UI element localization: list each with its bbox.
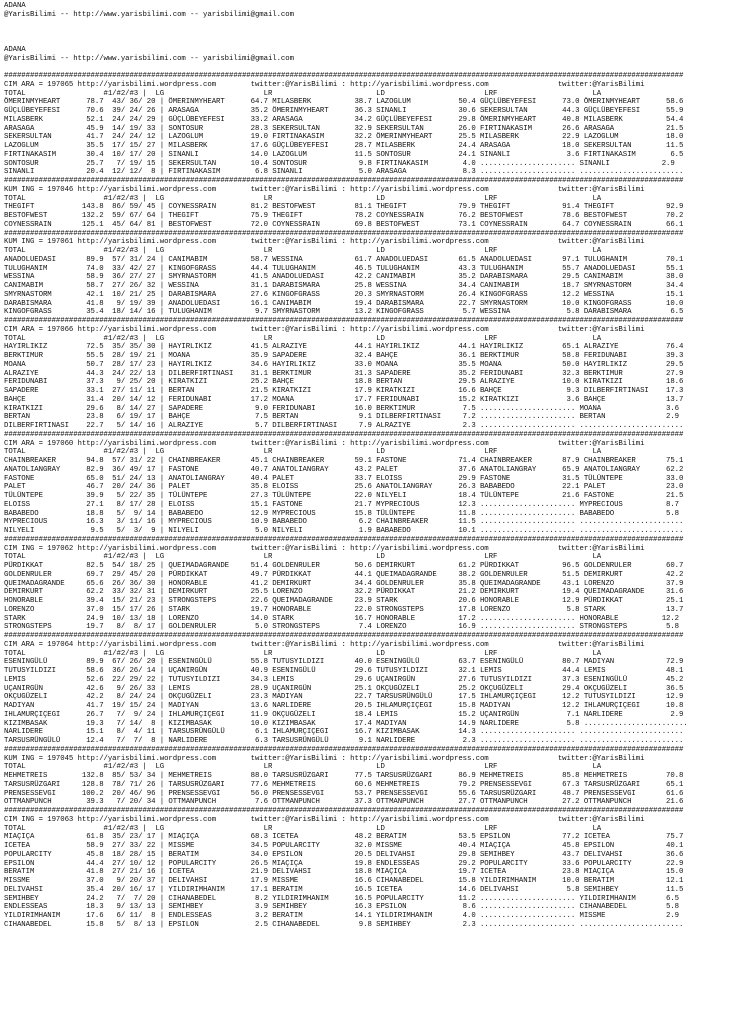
document-line: WESSINA 58.9 36/ 27/ 27 | SMYRNASTORM 41.5 ANADOLUEDASI 42.2 CANIMABIM 35.2 DARABISMARA 29.5 CANIMABIM 38.0 — [4, 273, 684, 282]
document-line: COYNESSRAIN 125.1 45/ 64/ 81 | BESTOFWEST 72.0 COYNESSRAIN 69.8 BESTOFWEST 73.1 COYNESSRAIN 64.7 COYNESSRAIN 66.1 — [4, 220, 684, 229]
document-line: BERTAN 23.8 6/ 19/ 17 | BAHÇE 7.5 BERTAN 9.1 DILBERFIRTINASI 7.2 ...................... BERTAN 2.9 — [4, 413, 680, 422]
document-line: MILASBERK 52.1 24/ 24/ 29 | GÜÇLÜBEYEFESI 33.2 ARASAGA 34.2 GÜÇLÜBEYEFESI 29.8 ÖMERINMYHEART 40.8 MILASBERK 54.4 — [4, 115, 684, 124]
document-line — [4, 63, 736, 72]
document-line: TÜLÜNTEPE 39.9 5/ 22/ 35 | TÜLÜNTEPE 27.3 TÜLÜNTEPE 22.0 NILYELI 18.4 TÜLÜNTEPE 21.6 FASTONE 21.5 — [4, 492, 684, 500]
document-line: SEMIHBEY 24.2 7/ 7/ 20 | CIHANABEDEL 8.2 YILDIRIMHANIM 16.5 POPULARCITY 11.2 ...................... YILDIRIMHANIM 6.5 — [4, 894, 680, 903]
document-line: TARSUSRÜZGARI 128.8 78/ 71/ 26 | TARSUSRÜZGARI 77.6 MEHMETREIS 60.6 MEHMETREIS 79.2 PRENSESSEVGI 67.3 TARSUSRÜZGARI 65.1 — [4, 780, 684, 789]
document-line: TARSUSRÜNGÜLÜ 12.4 7/ 7/ 8 | NARLIDERE 6.3 TARSUSRÜNGÜLÜ 9.1 NARLIDERE 2.3 ...................... ........................ — [4, 737, 684, 745]
document-line: CIM ARA = 197060 http://yarisbilimi.wordpress.com twitter:@YarisBilimi : http://yarisbilimi.wordpress.com twitter:@YarisBilimi — [4, 439, 645, 448]
document-line: SINANLI 20.4 12/ 12/ 8 | FIRTINAKASIM 6.8 SINANLI 5.0 ARASAGA 8.3 ...................... ........................ — [4, 168, 684, 177]
document-line: SAPADERE 33.1 27/ 11/ 11 | BERTAN 21.5 KIRATKIZI 17.9 KIRATKIZI 16.6 BAHÇE 9.3 DILBERFIRTINASI 17.3 — [4, 387, 684, 395]
document-line: CIM ING = 197063 http://yarisbilimi.wordpress.com twitter:@YarisBilimi : http://yarisbilimi.wordpress.com twitter:@YarisBilimi — [4, 815, 645, 824]
document-line: NARLIDERE 15.1 8/ 4/ 11 | TARSUSRÜNGÜLÜ 6.1 IHLAMURÇIÇEGI 16.7 KIZIMBASAK 14.3 ...................... ........................ — [4, 728, 684, 737]
document-line: FIRTINAKASIM 30.4 10/ 17/ 20 | SINANLI 14.0 LAZOGLUM 11.5 SONTOSUR 24.1 SINANLI 3.6 FIRTINAKASIM 6.5 — [4, 150, 684, 159]
document-line: MISSME 37.0 9/ 20/ 37 | DELIVAHSI 17.9 MISSME 16.6 CIHANABEDEL 15.8 YILDIRIMHANIM 10.0 BERATIM 12.1 — [4, 877, 684, 885]
document-line: KIRATKIZI 29.6 8/ 14/ 27 | SAPADERE 9.0 FERIDUNABI 16.0 BERKTIMUR 7.5 ...................... MOANA 3.6 — [4, 404, 680, 413]
document-line: KIZIMBASAK 19.3 7/ 14/ 8 | KIZIMBASAK 10.0 KIZIMBASAK 17.4 MADIYAN 14.9 NARLIDERE 5.8 ........................ — [4, 719, 688, 728]
document-line: BERKTIMUR 55.5 28/ 19/ 21 | MOANA 35.9 SAPADERE 32.4 BAHÇE 36.1 BERKTIMUR 58.8 FERIDUNABI 39.3 — [4, 352, 684, 360]
document-line: ############################################################################################################################################################# — [4, 430, 684, 439]
document-line: MYPRECIOUS 16.3 3/ 11/ 16 | MYPRECIOUS 10.9 BABABEDO 6.2 CHAINBREAKER 11.5 ...................... ........................ — [4, 518, 684, 527]
document-line: THEGIFT 143.8 86/ 59/ 45 | COYNESSRAIN 81.2 BESTOFWEST 81.1 THEGIFT 79.9 THEGIFT 91.4 THEGIFT 92.9 — [4, 203, 684, 212]
document-line: LEMIS 52.6 22/ 29/ 22 | TUTUSYILDIZI 34.3 LEMIS 29.6 UÇANIRGÜN 27.6 TUTUSYILDIZI 37.3 ESENINGÜLÜ 45.2 — [4, 675, 684, 684]
document-line: MADIYAN 41.7 19/ 15/ 24 | MADIYAN 13.6 NARLIDERE 20.5 IHLAMURÇIÇEGI 15.8 MADIYAN 12.2 IHLAMURÇIÇEGI 10.8 — [4, 702, 684, 710]
document-line: POPULARCITY 45.8 18/ 28/ 15 | BERATIM 34.0 EPSILON 20.5 DELIVAHSI 29.8 SEMIHBEY 43.7 DELIVAHSI 36.6 — [4, 850, 684, 859]
document-line: SMYRNASTORM 42.1 10/ 21/ 25 | DARABISMARA 27.6 KINGOFGRASS 20.3 SMYRNASTORM 26.4 KINGOFGRASS 12.2 WESSINA 15.1 — [4, 290, 684, 299]
document-line: TULUGHANIM 74.0 33/ 42/ 27 | KINGOFGRASS 44.4 TULUGHANIM 46.5 TULUGHANIM 43.3 TULUGHANIM 55.7 ANADOLUEDASI 55.1 — [4, 264, 684, 273]
document-line: PRENSESSEVGI 100.2 20/ 46/ 96 | PRENSESSEVGI 56.0 PRENSESSEVGI 53.7 PRENSESSEVGI 55.6 TARSUSRÜZGARI 48.7 PRENSESSEVGI 61.6 — [4, 789, 684, 798]
document-line: ############################################################################################################################################################# — [4, 745, 684, 754]
document-line: ADANA — [4, 45, 26, 54]
document-line: CANIMABIM 58.7 27/ 26/ 32 | WESSINA 31.1 DARABISMARA 25.8 WESSINA 34.4 CANIMABIM 18.7 SMYRNASTORM 34.4 — [4, 282, 684, 290]
document-line: OTTMANPUNCH 39.3 7/ 20/ 34 | OTTMANPUNCH 7.6 OTTMANPUNCH 37.3 OTTMANPUNCH 27.7 OTTMANPUNCH 27.2 OTTMANPUNCH 21.6 — [4, 798, 684, 807]
document-line: ENDLESSEAS 18.3 9/ 13/ 13 | SEMIHBEY 3.9 SEMIHBEY 16.3 EPSILON 8.6 ...................... CIHANABEDEL 5.8 — [4, 903, 680, 912]
document-line: TUTUSYILDIZI 58.6 36/ 26/ 14 | UÇANIRGÜN 40.9 ESENINGÜLÜ 29.6 TUTUSYILDIZI 32.1 LEMIS 44.4 LEMIS 48.1 — [4, 667, 684, 675]
document-line: FERIDUNABI 37.3 9/ 25/ 20 | KIRATKIZI 25.2 BAHÇE 18.8 BERTAN 29.5 ALRAZIYE 10.0 KIRATKIZI 18.6 — [4, 378, 684, 387]
document-line: KUM ING = 197046 http://yarisbilimi.wordpress.com twitter:@YarisBilimi : http://yarisbilimi.wordpress.com twitter:@YarisBilimi — [4, 185, 645, 194]
document-line: TOTAL #1/#2/#3 | LG LR LD LRF LA — [4, 89, 602, 98]
document-line: BABABEDO 18.8 5/ 9/ 14 | BABABEDO 12.9 MYPRECIOUS 15.8 TÜLÜNTEPE 11.8 ...................... BABABEDO 5.8 — [4, 509, 680, 518]
document-line: LORENZO 37.0 15/ 17/ 26 | STARK 19.7 HONORABLE 22.0 STRONGSTEPS 17.8 LORENZO 5.8 STARK 13.7 — [4, 605, 684, 614]
document-line: ############################################################################################################################################################# — [4, 807, 684, 815]
document-line: ############################################################################################################################################################# — [4, 72, 684, 80]
document-line: UÇANIRGÜN 42.6 9/ 26/ 33 | LEMIS 28.9 UÇANIRGÜN 25.1 OKÇUGÜZELI 25.2 OKÇUGÜZELI 29.4 OKÇUGÜZELI 36.5 — [4, 684, 684, 693]
document-line: CIM ARA = 197065 http://yarisbilimi.wordpress.com twitter:@YarisBilimi : http://yarisbilimi.wordpress.com twitter:@YarisBilimi — [4, 80, 645, 89]
document-line: QUEIMADAGRANDE 65.6 26/ 36/ 30 | HONORABLE 41.2 DEMIRKURT 34.4 GOLDENRULER 35.8 QUEIMADAGRANDE 43.1 LORENZO 37.9 — [4, 579, 684, 588]
document-line: TOTAL #1/#2/#3 | LG LR LD LRF LA — [4, 448, 602, 457]
document-line: TOTAL #1/#2/#3 | LG LR LD LRF LA — [4, 334, 602, 343]
document-line: FASTONE 65.0 51/ 24/ 13 | ANATOLIANGRAY 40.4 PALET 33.7 ELOISS 29.9 FASTONE 31.5 TÜLÜNTEPE 33.0 — [4, 474, 684, 483]
document-line: SONTOSUR 25.7 7/ 19/ 15 | SEKERSULTAN 10.4 SONTOSUR 9.8 FIRTINAKASIM 4.0 ...................... SINANLI 2.9 — [4, 159, 675, 168]
document-line: HAYIRLIKIZ 72.5 35/ 35/ 30 | HAYIRLIKIZ 41.5 ALRAZIYE 44.1 HAYIRLIKIZ 44.1 HAYIRLIKIZ 65.1 ALRAZIYE 76.4 — [4, 343, 684, 352]
document-line: CIM ING = 197062 http://yarisbilimi.wordpress.com twitter:@YarisBilimi : http://yarisbilimi.wordpress.com twitter:@YarisBilimi — [4, 544, 645, 553]
document-line: KUM ING = 197061 http://yarisbilimi.wordpress.com twitter:@YarisBilimi : http://yarisbilimi.wordpress.com twitter:@YarisBilimi — [4, 238, 645, 247]
document-line: ############################################################################################################################################################# — [4, 535, 684, 544]
document-line: TOTAL #1/#2/#3 | LG LR LD LRF LA — [4, 247, 602, 255]
document-line: ADANA — [4, 2, 26, 10]
document-line: TOTAL #1/#2/#3 | LG LR LD LRF LA — [4, 763, 602, 772]
document-line: ANADOLUEDASI 89.9 57/ 31/ 24 | CANIMABIM 58.7 WESSINA 61.7 ANADOLUEDASI 61.5 ANADOLUEDASI 97.1 TULUGHANIM 70.1 — [4, 255, 684, 264]
document-line: OKÇUGÜZELI 42.2 8/ 24/ 24 | OKÇUGÜZELI 23.3 MADIYAN 22.7 TARSUSRÜNGÜLÜ 17.5 IHLAMURÇIÇEGI 12.2 TUTUSYILDIZI 12.9 — [4, 693, 684, 702]
document-line: ############################################################################################################################################################# — [4, 229, 684, 238]
document-line: KUM ING = 197045 http://yarisbilimi.wordpress.com twitter:@YarisBilimi : http://yarisbilimi.wordpress.com twitter:@YarisBilimi — [4, 754, 645, 763]
document-line: ############################################################################################################################################################# — [4, 177, 684, 185]
document-line: PALET 46.7 20/ 24/ 36 | PALET 35.8 ELOISS 25.6 ANATOLIANGRAY 26.3 BABABEDO 22.1 PALET 23.0 — [4, 483, 684, 492]
document-line: IHLAMURÇIÇEGI 26.7 7/ 9/ 24 | IHLAMURÇIÇEGI 11.9 OKÇUGÜZELI 18.4 LEMIS 15.2 UÇANIRGÜN 7.1 NARLIDERE 2.9 — [4, 710, 684, 719]
document-line: ALRAZIYE 44.3 24/ 22/ 13 | DILBERFIRTINASI 31.1 BERKTIMUR 31.3 SAPADERE 35.2 FERIDUNABI 32.3 BERKTIMUR 27.9 — [4, 369, 684, 378]
document-line — [4, 28, 736, 37]
document-line: EPSILON 44.4 27/ 10/ 12 | POPULARCITY 26.5 MIAÇIÇA 19.8 ENDLESSEAS 29.2 POPULARCITY 33.6 POPULARCITY 22.9 — [4, 859, 684, 868]
document-line: ELOISS 27.1 8/ 17/ 28 | ELOISS 15.1 FASTONE 21.7 MYPRECIOUS 12.3 ...................... MYPRECIOUS 8.7 — [4, 500, 680, 509]
document-line — [4, 37, 736, 46]
document-line: DELIVAHSI 35.4 20/ 16/ 17 | YILDIRIMHANIM 17.1 BERATIM 16.5 ICETEA 14.6 DELIVAHSI 5.8 SEMIHBEY 11.5 — [4, 885, 684, 894]
document-line: ICETEA 58.9 27/ 33/ 22 | MISSME 34.5 POPULARCITY 32.0 MISSME 40.4 MIAÇIÇA 45.8 EPSILON 40.1 — [4, 842, 684, 850]
document-line: KINGOFGRASS 35.4 18/ 14/ 16 | TULUGHANIM 9.7 SMYRNASTORM 13.2 KINGOFGRASS 5.7 WESSINA 5.8 DARABISMARA 6.5 — [4, 308, 684, 317]
document-line: PÜRDIKKAT 82.5 54/ 18/ 25 | QUEIMADAGRANDE 51.4 GOLDENRULER 50.6 DEMIRKURT 61.2 PÜRDIKKAT 96.5 GOLDENRULER 60.7 — [4, 562, 684, 570]
document-line: DARABISMARA 41.8 9/ 19/ 39 | ANADOLUEDASI 16.1 CANIMABIM 19.4 DARABISMARA 22.7 SMYRNASTORM 10.0 KINGOFGRASS 10.0 — [4, 299, 684, 308]
document-line: TOTAL #1/#2/#3 | LG LR LD LRF LA — [4, 194, 602, 203]
document-line: BERATIM 41.8 27/ 21/ 16 | ICETEA 21.9 DELIVAHSI 18.8 MIAÇIÇA 19.7 ICETEA 23.8 MIAÇIÇA 15.0 — [4, 868, 684, 877]
document-line: @YarisBilimi -- http://www.yarisbilimi.com -- yarisbilimi@gmail.com — [4, 54, 294, 63]
document-line: SEKERSULTAN 41.7 24/ 24/ 12 | LAZOGLUM 19.0 FIRTINAKASIM 32.2 ÖMERINMYHEART 25.5 MILASBERK 22.9 LAZOGLUM 18.0 — [4, 133, 684, 142]
document-line: NILYELI 9.5 5/ 3/ 9 | NILYELI 5.0 NILYELI 1.9 BABABEDO 10.1 ...................... ........................ — [4, 527, 684, 535]
document-line: STARK 24.9 10/ 13/ 18 | LORENZO 14.0 STARK 16.7 HONORABLE 17.2 ...................... HONORABLE 12.2 — [4, 614, 680, 623]
document-line: MIAÇIÇA 61.8 35/ 23/ 17 | MIAÇIÇA 68.3 ICETEA 48.2 BERATIM 53.5 EPSILON 77.2 ICETEA 75.7 — [4, 833, 684, 842]
document-line: STRONGSTEPS 19.7 8/ 8/ 17 | GOLDENRULER 5.0 STRONGSTEPS 7.4 LORENZO 16.9 ...................... STRONGSTEPS 5.8 — [4, 623, 680, 632]
document-line: @YarisBilimi -- http://www.yarisbilimi.com -- yarisbilimi@gmail.com — [4, 10, 294, 19]
document-line: TOTAL #1/#2/#3 | LG LR LD LRF LA — [4, 553, 602, 562]
document-line: TOTAL #1/#2/#3 | LG LR LD LRF LA — [4, 649, 602, 658]
document-line: LAZOGLUM 35.5 17/ 15/ 27 | MILASBERK 17.6 GÜÇLÜBEYEFESI 28.7 MILASBERK 24.4 ARASAGA 18.0 SEKERSULTAN 11.5 — [4, 142, 684, 150]
document-line: BAHÇE 31.4 20/ 14/ 12 | FERIDUNABI 17.2 MOANA 17.7 FERIDUNABI 15.2 KIRATKIZI 3.6 BAHÇE 13.7 — [4, 395, 684, 404]
document-line: GOLDENRULER 69.7 29/ 45/ 20 | PÜRDIKKAT 49.7 PÜRDIKKAT 44.1 QUEIMADAGRANDE 38.2 GOLDENRULER 51.5 DEMIRKURT 42.2 — [4, 570, 684, 579]
document-line: YILDIRIMHANIM 17.6 6/ 11/ 8 | ENDLESSEAS 3.2 BERATIM 14.1 YILDIRIMHANIM 4.0 ...................... MISSME 2.9 — [4, 912, 680, 920]
document-line: TOTAL #1/#2/#3 | LG LR LD LRF LA — [4, 824, 602, 833]
document-line: ARASAGA 45.9 14/ 19/ 33 | SONTOSUR 28.3 SEKERSULTAN 32.9 SEKERSULTAN 26.0 FIRTINAKASIM 26.6 ARASAGA 21.5 — [4, 124, 684, 133]
document-line: ############################################################################################################################################################# — [4, 632, 684, 640]
document-line: CIM ARA = 197064 http://yarisbilimi.wordpress.com twitter:@YarisBilimi : http://yarisbilimi.wordpress.com twitter:@YarisBilimi — [4, 640, 645, 649]
document-line: CHAINBREAKER 94.8 57/ 31/ 22 | CHAINBREAKER 45.1 CHAINBREAKER 59.1 FASTONE 71.4 CHAINBREAKER 87.9 CHAINBREAKER 75.1 — [4, 457, 684, 465]
document-line: HONORABLE 39.4 15/ 21/ 23 | STRONGSTEPS 22.6 QUEIMADAGRANDE 23.9 STARK 20.6 HONORABLE 12.9 PÜRDIKKAT 25.1 — [4, 597, 684, 605]
document-line: CIHANABEDEL 15.8 5/ 8/ 13 | EPSILON 2.5 CIHANABEDEL 9.8 SEMIHBEY 2.3 ...................... ........................ — [4, 920, 684, 929]
document-line: BESTOFWEST 132.2 59/ 67/ 64 | THEGIFT 75.9 THEGIFT 78.2 COYNESSRAIN 76.2 BESTOFWEST 78.6 BESTOFWEST 70.2 — [4, 212, 684, 220]
document-line: MOANA 50.7 28/ 17/ 23 | HAYIRLIKIZ 34.6 HAYIRLIKIZ 33.0 MOANA 35.5 MOANA 50.0 HAYIRLIKIZ 29.5 — [4, 360, 684, 369]
document-line — [4, 20, 736, 29]
document-line: GÜÇLÜBEYEFESI 70.6 39/ 24/ 26 | ARASAGA 35.2 ÖMERINMYHEART 36.3 SINANLI 30.6 SEKERSULTAN 44.3 GÜÇLÜBEYEFESI 55.9 — [4, 107, 684, 115]
document-line: ############################################################################################################################################################# — [4, 317, 684, 325]
document-line: CIM ARA = 197066 http://yarisbilimi.wordpress.com twitter:@YarisBilimi : http://yarisbilimi.wordpress.com twitter:@YarisBilimi — [4, 325, 645, 334]
document-line: ESENINGÜLÜ 89.9 67/ 26/ 20 | ESENINGÜLÜ 55.8 TUTUSYILDIZI 40.0 ESENINGÜLÜ 63.7 ESENINGÜLÜ 80.7 MADIYAN 72.9 — [4, 658, 684, 667]
document-line: DEMIRKURT 62.2 33/ 32/ 31 | DEMIRKURT 25.5 LORENZO 32.2 PÜRDIKKAT 21.2 DEMIRKURT 19.4 QUEIMADAGRANDE 31.6 — [4, 588, 684, 597]
document-line: ÖMERINMYHEART 78.7 43/ 36/ 20 | ÖMERINMYHEART 64.7 MILASBERK 38.7 LAZOGLUM 50.4 GÜÇLÜBEYEFESI 73.0 ÖMERINMYHEART 58.6 — [4, 98, 684, 107]
document-line: ANATOLIANGRAY 82.9 36/ 49/ 17 | FASTONE 40.7 ANATOLIANGRAY 43.2 PALET 37.6 ANATOLIANGRAY 65.9 ANATOLIANGRAY 62.2 — [4, 465, 684, 474]
document-line: DILBERFIRTINASI 22.7 5/ 14/ 16 | ALRAZIYE 5.7 DILBERFIRTINASI 7.9 ALRAZIYE 2.3 ...................... ........................ — [4, 422, 684, 430]
document-line: MEHMETREIS 132.8 85/ 53/ 34 | MEHMETREIS 88.0 TARSUSRÜZGARI 77.5 TARSUSRÜZGARI 86.9 MEHMETREIS 85.8 MEHMETREIS 70.8 — [4, 772, 684, 780]
